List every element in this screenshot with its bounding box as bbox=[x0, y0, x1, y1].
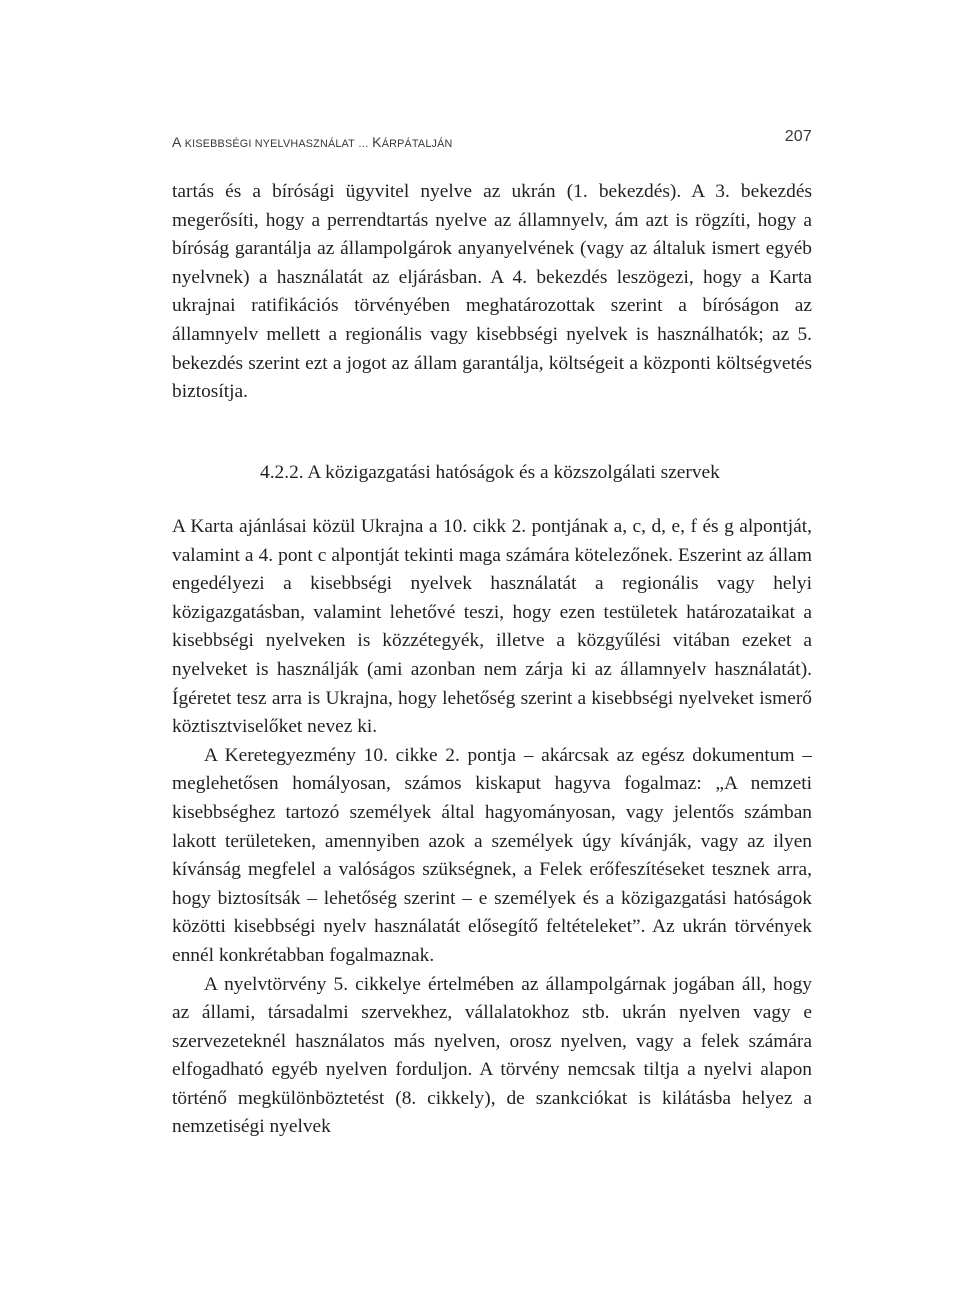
running-title-smallcaps-1: KISEBBSÉGI NYELVHASZNÁLAT bbox=[181, 138, 355, 150]
running-title-initial-1: A bbox=[172, 134, 182, 150]
running-header bbox=[172, 128, 812, 155]
body-text-main bbox=[172, 513, 812, 1142]
section-heading: 4.2.2. A közigazgatási hatóságok és a közszolgálati szervek bbox=[260, 462, 720, 483]
running-title-ellipsis: … bbox=[354, 138, 373, 150]
running-title-initial-2: K bbox=[372, 134, 382, 150]
paragraph: A nyelvtörvény 5. cikkelye értelmében az állampolgárnak jogában áll, hogy az állami, társadalmi szervekhez, vállalatokhoz stb. ukrán nyelven vagy e szervezeteknél használatos más nyelven, orosz nyelven, vagy a felek számára elfogadható egyéb nyelven forduljon. A törvény nemcsak tiltja a nyelvi alapon történő megkülönböztetést (8. cikkely), de szankciókat is kilátásba helyez a nemzetiségi nyelvek bbox=[172, 973, 812, 1138]
paragraph: A Keretegyezmény 10. cikke 2. pontja – akárcsak az egész dokumentum – meglehetősen homályosan, számos kiskaput hagyva fogalmaz: „A nemzeti kisebbséghez tartozó személyek által hagyományosan, vagy jelentős számban lakott területeken, amennyiben azok a személyek úgy kívánják, vagy az ilyen kívánság megfelel a valóságos szükségnek, a Felek erőfeszítéseket tesznek arra, hogy biztosítsák – lehetőség szerint – e személyek és a közigazgatási hatóságok közötti kisebbségi nyelv használatát elősegítő feltételeket”. Az ukrán törvények ennél konkrétabban fogalmaznak. bbox=[172, 744, 812, 966]
paragraph: A Karta ajánlásai közül Ukrajna a 10. cikk 2. pontjának a, c, d, e, f és g alpontját, valamint a 4. pont c alpontját tekinti maga számára kötelezőnek. Eszerint az állam engedélyezi a kisebbségi nyelvek használatát a regionális vagy helyi közigazgatásban, valamint lehetővé teszi, hogy ezen testületek határozataikat a kisebbségi nyelveken is közzétegyék, illetve a közgyűlési vitában ezeket a nyelveket is használják (ami azonban nem zárja ki az államnyelv használatát). Ígéretet tesz arra is Ukrajna, hogy lehetőség szerint a kisebbségi nyelveket ismerő köztisztviselőket nevez ki. bbox=[172, 516, 812, 738]
running-title-smallcaps-2: ÁRPÁTALJÁN bbox=[381, 138, 453, 150]
running-title bbox=[172, 134, 453, 150]
page-number: 207 bbox=[784, 128, 812, 145]
paragraph: tartás és a bírósági ügyvitel nyelve az ukrán (1. bekezdés). A 3. bekezdés megerősíti, hogy a perrendtartás nyelve az államnyelv, ám azt is rögzíti, hogy a bíróság garantálja az állampolgárok anyanyelvének (vagy az általuk ismert egyéb nyelvnek) a használatát az eljárásban. A 4. bekezdés leszögezi, hogy a Karta ukrajnai ratifikációs törvényében meghatározottak szerint a bíróságon az államnyelv mellett a regionális vagy kisebbségi nyelvek is használhatók; az 5. bekezdés szerint ezt a jogot az állam garantálja, költségeit a központi költségvetés biztosítja. bbox=[172, 181, 812, 403]
body-text-top bbox=[172, 178, 812, 407]
